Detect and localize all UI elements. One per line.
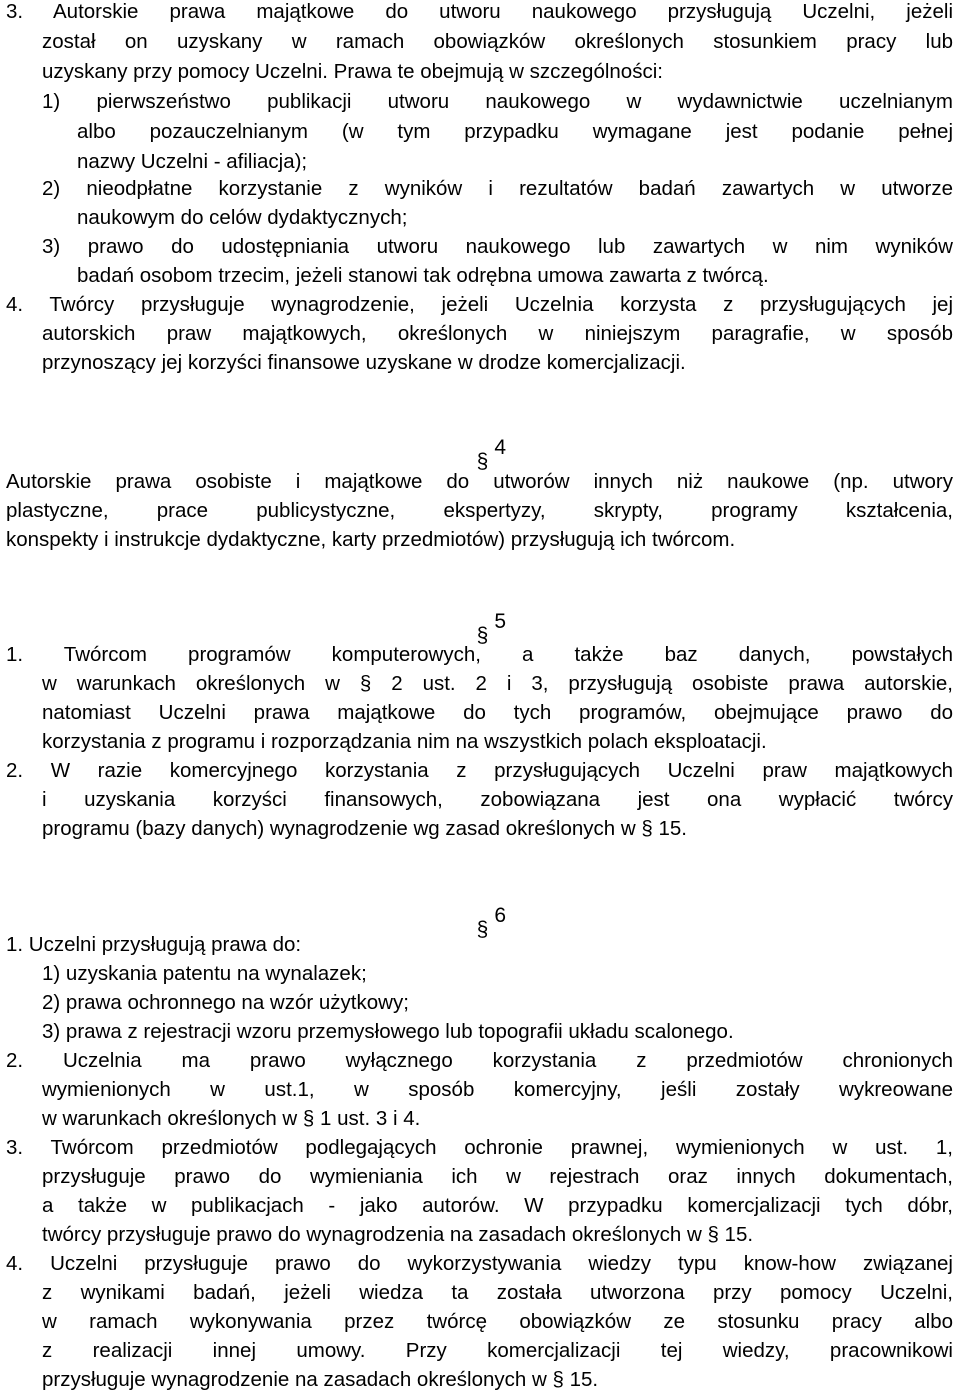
text-line: a także w publikacjach - jako autorów. W przypadku komercjalizacji tych dóbr, (42, 1194, 953, 1217)
text-line: przysługuje wynagrodzenie na zasadach określonych w § 15. (42, 1368, 599, 1391)
text-line: Autorskie prawa osobiste i majątkowe do utworów innych niż naukowe (np. utwory (6, 470, 953, 493)
text-line: plastyczne, prace publicystyczne, ekspertyzy, skrypty, programy kształcenia, (6, 499, 953, 522)
text-line: w ramach wykonywania przez twórcę obowiązków ze stosunku pracy albo (42, 1310, 953, 1333)
text-line: autorskich praw majątkowych, określonych w niniejszym paragrafie, w sposób (42, 322, 953, 345)
paragraph-sign: § (476, 450, 489, 473)
text-line: uzyskany przy pomocy Uczelni. Prawa te obejmują w szczególności: (42, 60, 663, 83)
text-line: 2. W razie komercyjnego korzystania z przysługujących Uczelni praw majątkowych (6, 759, 953, 782)
text-line: konspekty i instrukcje dydaktyczne, karty przedmiotów) przysługują ich twórcom. (6, 528, 736, 551)
text-line: natomiast Uczelni prawa majątkowe do tych programów, obejmujące prawo do (42, 701, 953, 724)
text-line: 1) pierwszeństwo publikacji utworu naukowego w wydawnictwie uczelnianym (42, 90, 953, 113)
text-line: 3. Twórcom przedmiotów podlegających ochronie prawnej, wymienionych w ust. 1, (6, 1136, 953, 1159)
text-line: w warunkach określonych w § 1 ust. 3 i 4. (42, 1107, 421, 1130)
text-line: 1) uzyskania patentu na wynalazek; (42, 962, 367, 985)
section-heading-5 (465, 580, 507, 647)
text-line: został on uzyskany w ramach obowiązków określonych stosunkiem pracy lub (42, 30, 953, 53)
text-line: nazwy Uczelni - afiliacja); (77, 150, 308, 173)
text-line: twórcy przysługuje prawo do wynagrodzenia na zasadach określonych w § 15. (42, 1223, 754, 1246)
section-heading-6 (465, 874, 507, 941)
text-line: 4. Uczelni przysługuje prawo do wykorzystywania wiedzy typu know-how związanej (6, 1252, 953, 1275)
text-line: 3) prawo do udostępniania utworu naukowego lub zawartych w nim wyników (42, 235, 953, 258)
text-line: z realizacji innej umowy. Przy komercjalizacji tej wiedzy, pracownikowi (42, 1339, 953, 1362)
text-line: i uzyskania korzyści finansowych, zobowiązana jest ona wypłacić twórcy (42, 788, 953, 811)
section-heading-4 (465, 406, 507, 473)
text-line: z wynikami badań, jeżeli wiedza ta została utworzona przy pomocy Uczelni, (42, 1281, 953, 1304)
paragraph-sign: § (476, 918, 489, 941)
text-line: w warunkach określonych w § 2 ust. 2 i 3, przysługują osobiste prawa autorskie, (42, 672, 953, 695)
text-line: 1. Uczelni przysługują prawa do: (6, 933, 302, 956)
text-line: wymienionych w ust.1, w sposób komercyjny, jeśli zostały wykreowane (42, 1078, 953, 1101)
text-line: przynoszący jej korzyści finansowe uzyskane w drodze komercjalizacji. (42, 351, 686, 374)
section-number: 5 (494, 610, 507, 633)
text-line: przysługuje prawo do wymieniania ich w rejestrach oraz innych dokumentach, (42, 1165, 953, 1188)
text-line: albo pozauczelnianym (w tym przypadku wymagane jest podanie pełnej (77, 120, 953, 143)
text-line: 2. Uczelnia ma prawo wyłącznego korzystania z przedmiotów chronionych (6, 1049, 953, 1072)
text-line: 2) nieodpłatne korzystanie z wyników i rezultatów badań zawartych w utworze (42, 177, 953, 200)
text-line: 2) prawa ochronnego na wzór użytkowy; (42, 991, 409, 1014)
text-line: korzystania z programu i rozporządzania nim na wszystkich polach eksploatacji. (42, 730, 767, 753)
paragraph-sign: § (476, 624, 489, 647)
text-line: 1. Twórcom programów komputerowych, a także baz danych, powstałych (6, 643, 953, 666)
text-line: 3. Autorskie prawa majątkowe do utworu naukowego przysługują Uczelni, jeżeli (6, 0, 953, 23)
section-number: 4 (494, 436, 507, 459)
text-line: programu (bazy danych) wynagrodzenie wg zasad określonych w § 15. (42, 817, 687, 840)
text-line: 3) prawa z rejestracji wzoru przemysłowego lub topografii układu scalonego. (42, 1020, 734, 1043)
text-line: badań osobom trzecim, jeżeli stanowi tak odrębna umowa zawarta z twórcą. (77, 264, 769, 287)
section-number: 6 (494, 904, 507, 927)
text-line: 4. Twórcy przysługuje wynagrodzenie, jeżeli Uczelnia korzysta z przysługujących jej (6, 293, 953, 316)
text-line: naukowym do celów dydaktycznych; (77, 206, 408, 229)
